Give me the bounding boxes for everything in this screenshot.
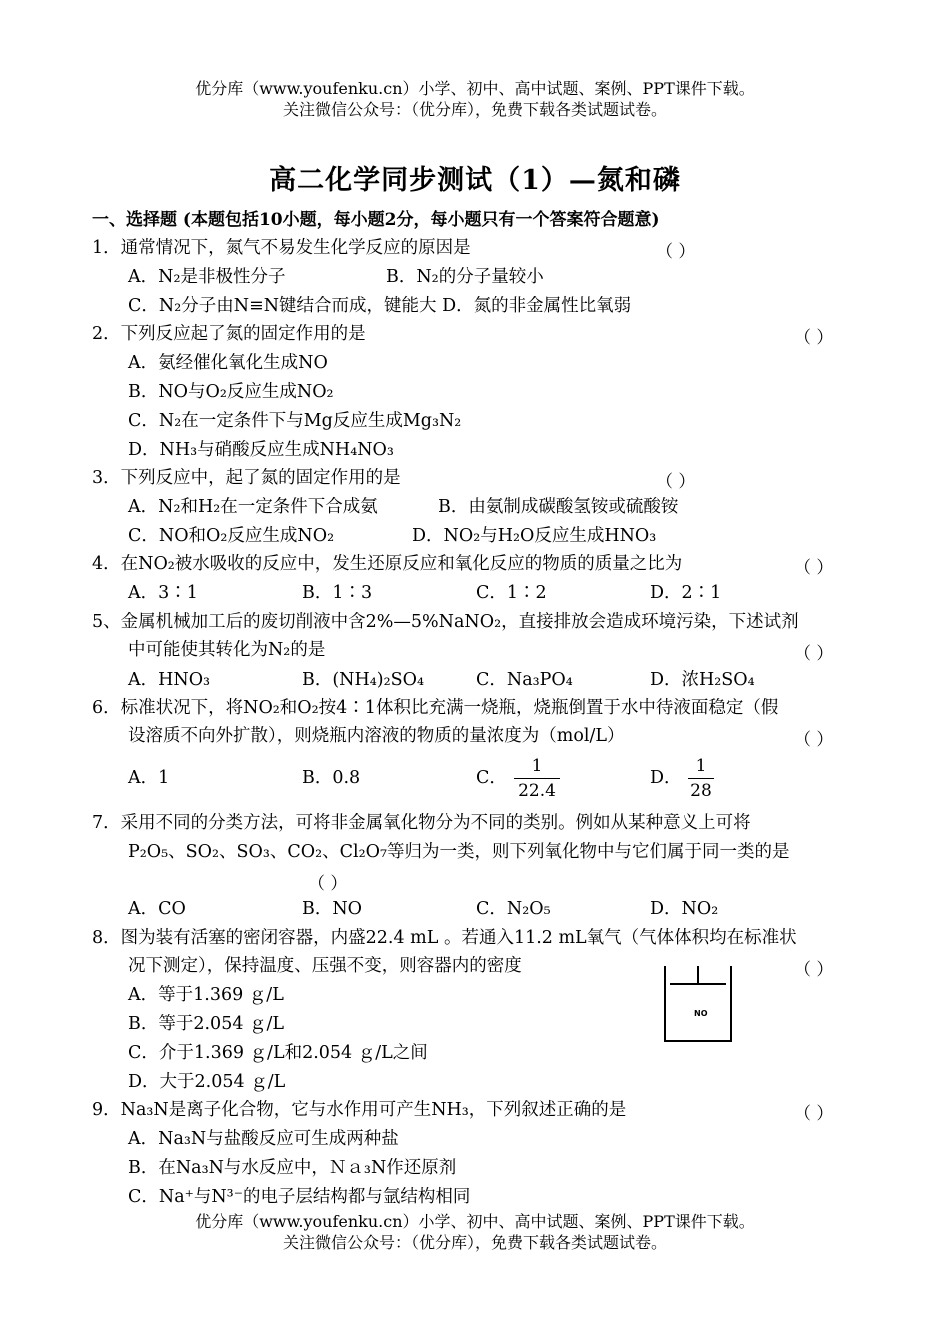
gas-label: NO [694,1009,708,1018]
q8-option-b: B．等于2.054 ｇ/L [128,1014,285,1034]
q7-option-a: A．CO [128,899,186,919]
q4-option-c: C．1∶2 [476,583,547,603]
q1-answer-blank: （ ） [656,242,696,262]
q5-stem-line-1: 5、金属机械加工后的废切削液中含2%—5%NaNO₂，直接排放会造成环境污染，下述试剂 [92,612,799,632]
q4-answer-blank: （ ） [794,558,834,578]
q5-answer-blank: （ ） [794,644,834,664]
q9-option-b: B．在Na₃N与水反应中，Ｎａ₃N作还原剂 [128,1158,457,1178]
q7-option-d: D．NO₂ [650,899,719,919]
q6-option-b: B．0.8 [302,768,361,788]
q7-option-c: C．N₂O₅ [476,899,551,919]
q5-stem-line-2: 中可能使其转化为N₂的是 [128,640,326,660]
q8-stem-line-1: 8．图为装有活塞的密闭容器，内盛22.4 mL 。若通入11.2 mL氧气（气体体积均在标准状 [92,928,797,948]
q3-answer-blank: （ ） [656,472,696,492]
q6-stem-line-1: 6．标准状况下，将NO₂和O₂按4∶1体积比充满一烧瓶，烧瓶倒置于水中待液面稳定（假 [92,698,779,718]
q6-fraction-c-numerator: 1 [531,756,543,776]
q6-fraction-c-bar [514,778,560,779]
q6-answer-blank: （ ） [794,730,834,750]
q9-option-a: A．Na₃N与盐酸反应可生成两种盐 [128,1129,399,1149]
q7-option-b: B．NO [302,899,363,919]
q7-answer-blank: （ ） [308,874,348,894]
q4-option-b: B．1∶3 [302,583,373,603]
q6-option-c: C． [476,768,507,788]
q3-option-a: A．N₂和H₂在一定条件下合成氨 [128,497,378,517]
q8-option-a: A．等于1.369 ｇ/L [128,985,284,1005]
q6-fraction-c [514,756,560,801]
q4-option-a: A．3∶1 [128,583,198,603]
footer-line-1: 优分库（www.youfenku.cn）小学、初中、高中试题、案例、PPT课件下载。 [195,1212,755,1231]
q2-option-c: C．N₂在一定条件下与Mg反应生成Mg₃N₂ [128,411,462,431]
q9-option-c: C．Na⁺与N³⁻的电子层结构都与氩结构相同 [128,1187,471,1207]
q8-option-c: C．介于1.369 ｇ/L和2.054 ｇ/L之间 [128,1043,428,1063]
q6-stem-line-2: 设溶质不向外扩散），则烧瓶内溶液的物质的量浓度为（mol/L） [128,726,625,746]
header-line-2: 关注微信公众号：（优分库），免费下载各类试题试卷。 [282,100,667,119]
footer-line-2: 关注微信公众号：（优分库），免费下载各类试题试卷。 [282,1233,667,1252]
q6-fraction-c-denominator: 22.4 [518,781,556,801]
q3-option-b: B．由氨制成碳酸氢铵或硫酸铵 [438,497,679,517]
q8-stem-line-2: 况下测定），保持温度、压强不变，则容器内的密度 [128,956,522,976]
q8-answer-blank: （ ） [794,960,834,980]
q6-fraction-d [688,756,714,801]
q7-stem-line-2: P₂O₅、SO₂、SO₃、CO₂、Cl₂O₇等归为一类，则下列氧化物中与它们属于同一类的是 [128,842,790,862]
q4-stem: 4．在NO₂被水吸收的反应中，发生还原反应和氧化反应的物质的质量之比为 [92,554,683,574]
q5-option-a: A．HNO₃ [128,670,211,690]
q2-answer-blank: （ ） [794,328,834,348]
q1-option-b: B．N₂的分子量较小 [386,267,544,287]
q5-option-c: C．Na₃PO₄ [476,670,573,690]
q3-option-c: C．NO和O₂反应生成NO₂ [128,526,335,546]
q6-option-d: D． [650,768,682,788]
q6-option-a: A．1 [128,768,170,788]
piston-container-figure [664,966,732,1042]
q5-option-b: B．(NH₄)₂SO₄ [302,670,424,690]
q2-option-a: A．氨经催化氧化生成NO [128,353,328,373]
q1-option-c-d: C．N₂分子由N≡N键结合而成，键能大 D．氮的非金属性比氧弱 [128,296,632,316]
section-heading: 一、选择题 (本题包括10小题，每小题2分，每小题只有一个答案符合题意) [92,210,660,230]
q6-fraction-d-bar [688,778,714,779]
q8-option-d: D．大于2.054 ｇ/L [128,1072,286,1092]
q2-option-d: D．NH₃与硝酸反应生成NH₄NO₃ [128,440,394,460]
q9-answer-blank: （ ） [794,1104,834,1124]
q1-stem: 1．通常情况下，氮气不易发生化学反应的原因是 [92,238,471,258]
q6-fraction-d-numerator: 1 [695,756,707,776]
q2-option-b: B．NO与O₂反应生成NO₂ [128,382,334,402]
header-line-1: 优分库（www.youfenku.cn）小学、初中、高中试题、案例、PPT课件下载。 [195,79,755,98]
q2-stem: 2．下列反应起了氮的固定作用的是 [92,324,366,344]
q1-option-a: A．N₂是非极性分子 [128,267,286,287]
q4-option-d: D．2∶1 [650,583,722,603]
page-title: 高二化学同步测试（1）—氮和磷 [269,165,681,196]
q3-option-d: D．NO₂与H₂O反应生成HNO₃ [412,526,657,546]
q6-fraction-d-denominator: 28 [690,781,712,801]
q7-stem-line-1: 7．采用不同的分类方法，可将非金属氧化物分为不同的类别。例如从某种意义上可将 [92,813,751,833]
q5-option-d: D．浓H₂SO₄ [650,670,755,690]
q3-stem: 3．下列反应中，起了氮的固定作用的是 [92,468,401,488]
q9-stem: 9．Na₃N是离子化合物，它与水作用可产生NH₃，下列叙述正确的是 [92,1100,627,1120]
